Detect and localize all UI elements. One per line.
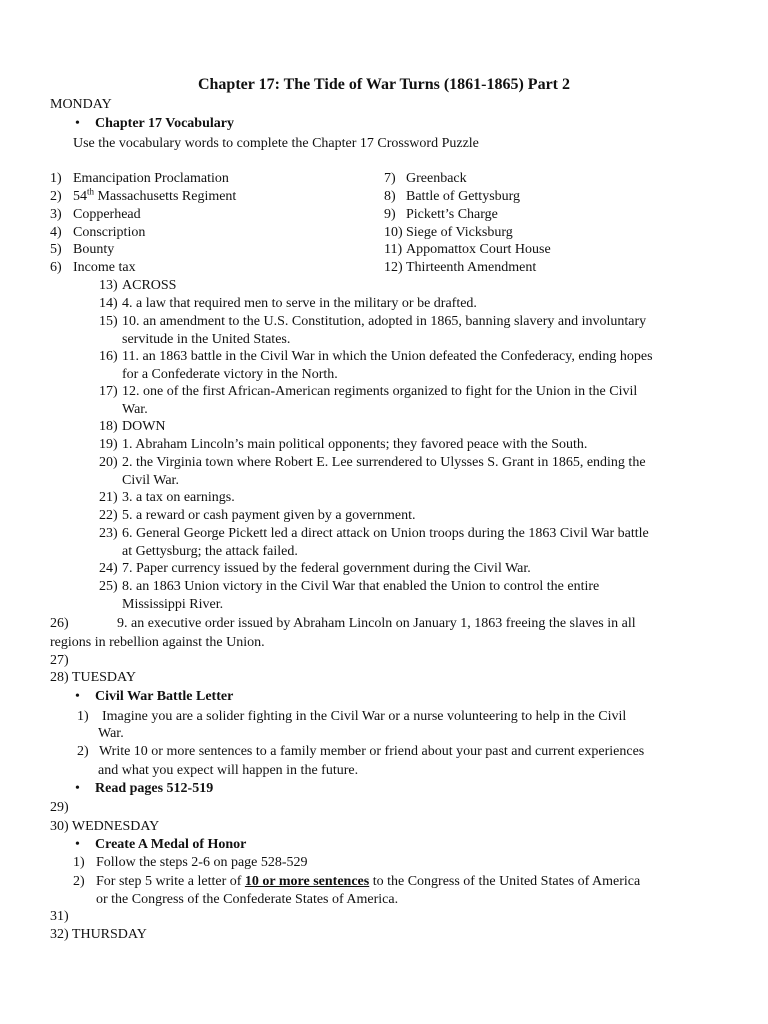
wednesday-heading: 30) WEDNESDAY <box>50 819 160 834</box>
clue-text: War. <box>122 402 148 417</box>
vocab-number: 9) <box>384 207 396 222</box>
tuesday-heading: 28) TUESDAY <box>50 670 136 685</box>
vocab-term: Pickett’s Charge <box>406 207 498 222</box>
vocab-number: 1) <box>50 171 62 186</box>
vocab-term: Appomattox Court House <box>406 242 551 257</box>
vocab-term-superscript: th <box>87 186 95 197</box>
clue-number: 22) <box>99 508 118 523</box>
vocab-number: 12) <box>384 260 403 275</box>
vocab-number: 3) <box>50 207 62 222</box>
clue-text: 4. a law that required men to serve in the military or be drafted. <box>122 296 477 311</box>
clue-number: 16) <box>99 349 118 364</box>
bullet-icon: • <box>75 689 80 704</box>
bullet-icon: • <box>75 781 80 796</box>
vocab-number: 7) <box>384 171 396 186</box>
wednesday-item-2-emphasis: 10 or more sentences <box>244 874 370 889</box>
vocab-term: Emancipation Proclamation <box>73 171 229 186</box>
bullet-battle-letter-text: Civil War Battle Letter <box>95 689 234 704</box>
monday-instruction: Use the vocabulary words to complete the Chapter 17 Crossword Puzzle <box>73 136 479 151</box>
wednesday-item-2-line1 <box>96 873 640 891</box>
bullet-vocabulary-text: Chapter 17 Vocabulary <box>95 116 234 131</box>
bullet-icon: • <box>75 116 80 131</box>
clue-text: 5. a reward or cash payment given by a government. <box>122 508 416 523</box>
clue-26-number: 26) <box>50 616 69 631</box>
clue-text: Mississippi River. <box>122 597 224 612</box>
tuesday-item-2-line2: and what you expect will happen in the future. <box>98 763 359 778</box>
bullet-medal-of-honor-text: Create A Medal of Honor <box>95 837 247 852</box>
clue-text: 2. the Virginia town where Robert E. Lee surrendered to Ulysses S. Grant in 1865, ending the <box>122 455 646 470</box>
clue-number: 14) <box>99 296 118 311</box>
clue-26-line2: regions in rebellion against the Union. <box>50 635 265 650</box>
clue-number: 17) <box>99 384 118 399</box>
clue-text: Civil War. <box>122 473 179 488</box>
clue-text: 10. an amendment to the U.S. Constitution, adopted in 1865, banning slavery and involuntary <box>122 314 647 329</box>
clue-text: for a Confederate victory in the North. <box>122 367 338 382</box>
wednesday-item-2-number: 2) <box>73 874 85 889</box>
clue-26-line1: 9. an executive order issued by Abraham Lincoln on January 1, 1863 freeing the slaves in all <box>117 616 636 631</box>
bullet-read-pages-text: Read pages 512-519 <box>95 781 214 796</box>
tuesday-item-2-line1: Write 10 or more sentences to a family member or friend about your past and current experiences <box>99 744 645 759</box>
vocab-term-part: Massachusetts Regiment <box>94 189 237 204</box>
clue-number: 20) <box>99 455 118 470</box>
clue-number: 13) <box>99 278 118 293</box>
clue-text: 1. Abraham Lincoln’s main political opponents; they favored peace with the South. <box>122 437 588 452</box>
clue-text: ACROSS <box>122 278 177 293</box>
clue-text: at Gettysburg; the attack failed. <box>122 544 298 559</box>
bullet-vocabulary <box>75 115 234 133</box>
clue-number: 24) <box>99 561 118 576</box>
clue-number: 18) <box>99 419 118 434</box>
vocab-term: Thirteenth Amendment <box>406 260 537 275</box>
bullet-battle-letter <box>75 688 233 706</box>
line-29: 29) <box>50 800 69 815</box>
wednesday-item-2-line2: or the Congress of the Confederate States of America. <box>96 892 399 907</box>
clue-text: 3. a tax on earnings. <box>122 490 235 505</box>
monday-heading: MONDAY <box>50 97 112 112</box>
vocab-number: 5) <box>50 242 62 257</box>
tuesday-item-1-number: 1) <box>77 709 89 724</box>
vocab-number: 4) <box>50 225 62 240</box>
vocab-term: Battle of Gettysburg <box>406 189 521 204</box>
vocab-term: Copperhead <box>73 207 141 222</box>
tuesday-item-2-number: 2) <box>77 744 89 759</box>
clue-number: 23) <box>99 526 118 541</box>
vocab-number: 8) <box>384 189 396 204</box>
clue-text: servitude in the United States. <box>122 332 291 347</box>
vocab-term: Bounty <box>73 242 115 257</box>
bullet-read-pages <box>75 780 213 798</box>
clue-text: 6. General George Pickett led a direct attack on Union troops during the 1863 Civil War battle <box>122 526 649 541</box>
vocab-term <box>73 188 236 206</box>
vocab-number: 2) <box>50 189 62 204</box>
bullet-medal-of-honor <box>75 836 246 854</box>
vocab-term-part: 54 <box>73 189 87 204</box>
tuesday-item-1-line1: Imagine you are a solider fighting in the Civil War or a nurse volunteering to help in the Civil <box>102 709 627 724</box>
bullet-icon: • <box>75 837 80 852</box>
clue-text: 12. one of the first African-American regiments organized to fight for the Union in the Civil <box>122 384 638 399</box>
clue-number: 25) <box>99 579 118 594</box>
clue-number: 15) <box>99 314 118 329</box>
tuesday-item-1-line2: War. <box>98 726 124 741</box>
clue-text: 11. an 1863 battle in the Civil War in which the Union defeated the Confederacy, ending hopes <box>122 349 653 364</box>
thursday-heading: 32) THURSDAY <box>50 927 147 942</box>
page-title: Chapter 17: The Tide of War Turns (1861-1865) Part 2 <box>197 76 571 93</box>
vocab-term: Greenback <box>406 171 467 186</box>
wednesday-item-1-text: Follow the steps 2-6 on page 528-529 <box>96 855 308 870</box>
clue-number: 19) <box>99 437 118 452</box>
vocab-term: Siege of Vicksburg <box>406 225 513 240</box>
clue-text: 8. an 1863 Union victory in the Civil War that enabled the Union to control the entire <box>122 579 600 594</box>
vocab-number: 11) <box>384 242 403 257</box>
vocab-number: 6) <box>50 260 62 275</box>
wednesday-item-2-pre: For step 5 write a letter of <box>96 874 245 889</box>
vocab-number: 10) <box>384 225 403 240</box>
clue-number: 21) <box>99 490 118 505</box>
line-31: 31) <box>50 909 69 924</box>
vocab-term: Income tax <box>73 260 136 275</box>
clue-text: 7. Paper currency issued by the federal government during the Civil War. <box>122 561 531 576</box>
wednesday-item-1-number: 1) <box>73 855 85 870</box>
line-27: 27) <box>50 653 69 668</box>
vocab-term: Conscription <box>73 225 146 240</box>
clue-text: DOWN <box>122 419 166 434</box>
wednesday-item-2-post: to the Congress of the United States of America <box>369 874 641 889</box>
